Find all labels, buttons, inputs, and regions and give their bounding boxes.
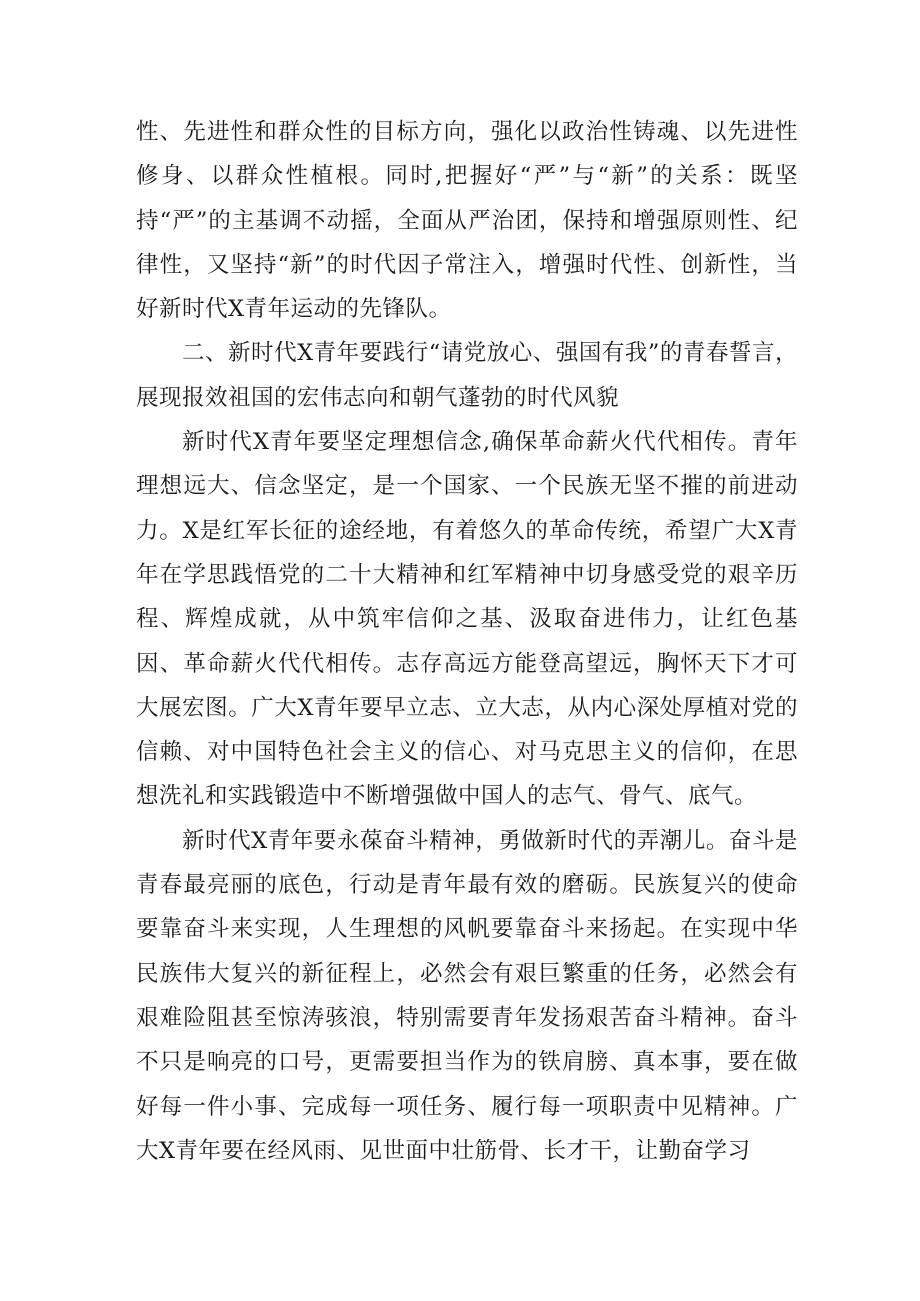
section-heading-2: 二、新时代X青年要践行“请党放心、强国有我”的青春誓言，展现报效祖国的宏伟志向和朝气蓬勃的时代风貌 [136,340,798,411]
document-body [136,110,798,1173]
paragraph-struggle: 新时代X青年要永葆奋斗精神，勇做新时代的弄潮儿。奋斗是青春最亮丽的底色，行动是青年最有效的磨砺。民族复兴的使命要靠奋斗来实现，人生理想的风帆要靠奋斗来扬起。在实现中华民族伟大复兴的新征程上，必然会有艰巨繁重的任务，必然会有艰难险阻甚至惊涛骇浪，特别需要青年发扬艰苦奋斗精神。奋斗不只是响亮的口号，更需要担当作为的铁肩膀、真本事，要在做好每一件小事、完成每一项任务、履行每一项职责中见精神。广大X青年要在经风雨、见世面中壮筋骨、长才干，让勤奋学习 [136,827,798,1164]
paragraph-ideals: 新时代X青年要坚定理想信念,确保革命薪火代代相传。青年理想远大、信念坚定，是一个国家、一个民族无坚不摧的前进动力。X是红军长征的途经地，有着悠久的革命传统，希望广大X青年在学思践悟党的二十大精神和红军精神中切身感受党的艰辛历程、辉煌成就，从中筑牢信仰之基、汲取奋进伟力，让红色基因、革命薪火代代相传。志存高远方能登高望远，胸怀天下才可大展宏图。广大X青年要早立志、立大志，从内心深处厚植对党的信赖、对中国特色社会主义的信心、对马克思主义的信仰，在思想洗礼和实践锻造中不断增强做中国人的志气、骨气、底气。 [136,429,798,810]
paragraph-continuation: 性、先进性和群众性的目标方向，强化以政治性铸魂、以先进性修身、以群众性植根。同时,把握好“严”与“新”的关系：既坚持“严”的主基调不动摇，全面从严治团，保持和增强原则性、纪律性，又坚持“新”的时代因子常注入，增强时代性、创新性，当好新时代X青年运动的先锋队。 [136,119,798,323]
